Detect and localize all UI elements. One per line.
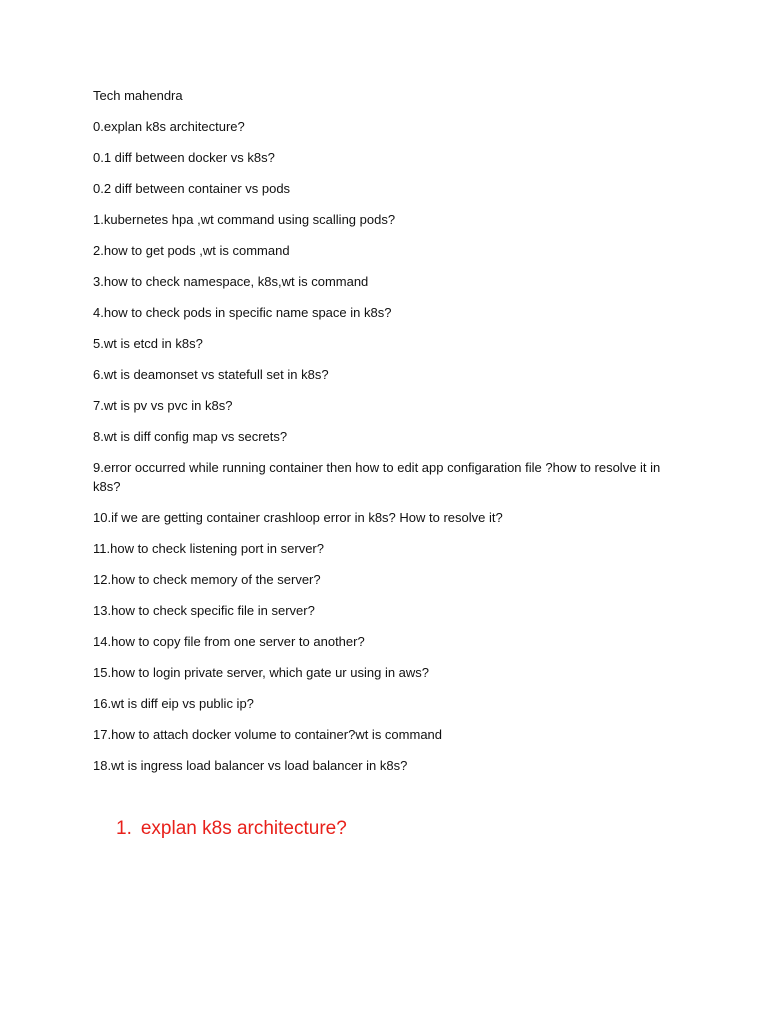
question-0-2: 0.2 diff between container vs pods [93,181,291,196]
question-0: 0.explan k8s architecture? [93,119,245,134]
question-2: 2.how to get pods ,wt is command [93,243,290,258]
question-5: 5.wt is etcd in k8s? [93,336,203,351]
question-11: 11.how to check listening port in server? [93,541,324,556]
question-10: 10.if we are getting container crashloop error in k8s? How to resolve it? [93,510,503,525]
question-17: 17.how to attach docker volume to container?wt is command [93,727,443,742]
section-heading-text: explan k8s architecture? [140,818,347,839]
question-1: 1.kubernetes hpa ,wt command using scalling pods? [93,212,396,227]
question-6: 6.wt is deamonset vs statefull set in k8s? [93,367,329,382]
question-3: 3.how to check namespace, k8s,wt is command [93,274,369,289]
section-heading-number: 1. [116,818,132,839]
document-title: Tech mahendra [93,88,183,103]
question-12: 12.how to check memory of the server? [93,572,321,587]
question-18: 18.wt is ingress load balancer vs load balancer in k8s? [93,758,408,773]
question-15: 15.how to login private server, which gate ur using in aws? [93,665,430,680]
question-0-1: 0.1 diff between docker vs k8s? [93,150,275,165]
question-4: 4.how to check pods in specific name space in k8s? [93,305,392,320]
question-16: 16.wt is diff eip vs public ip? [93,696,254,711]
question-14: 14.how to copy file from one server to another? [93,634,365,649]
question-list [93,86,693,787]
section-heading [116,816,347,842]
question-13: 13.how to check specific file in server? [93,603,315,618]
question-9: 9.error occurred while running container then how to edit app configaration file ?how to resolve it in k8s? [93,460,661,494]
question-7: 7.wt is pv vs pvc in k8s? [93,398,233,413]
question-8: 8.wt is diff config map vs secrets? [93,429,288,444]
